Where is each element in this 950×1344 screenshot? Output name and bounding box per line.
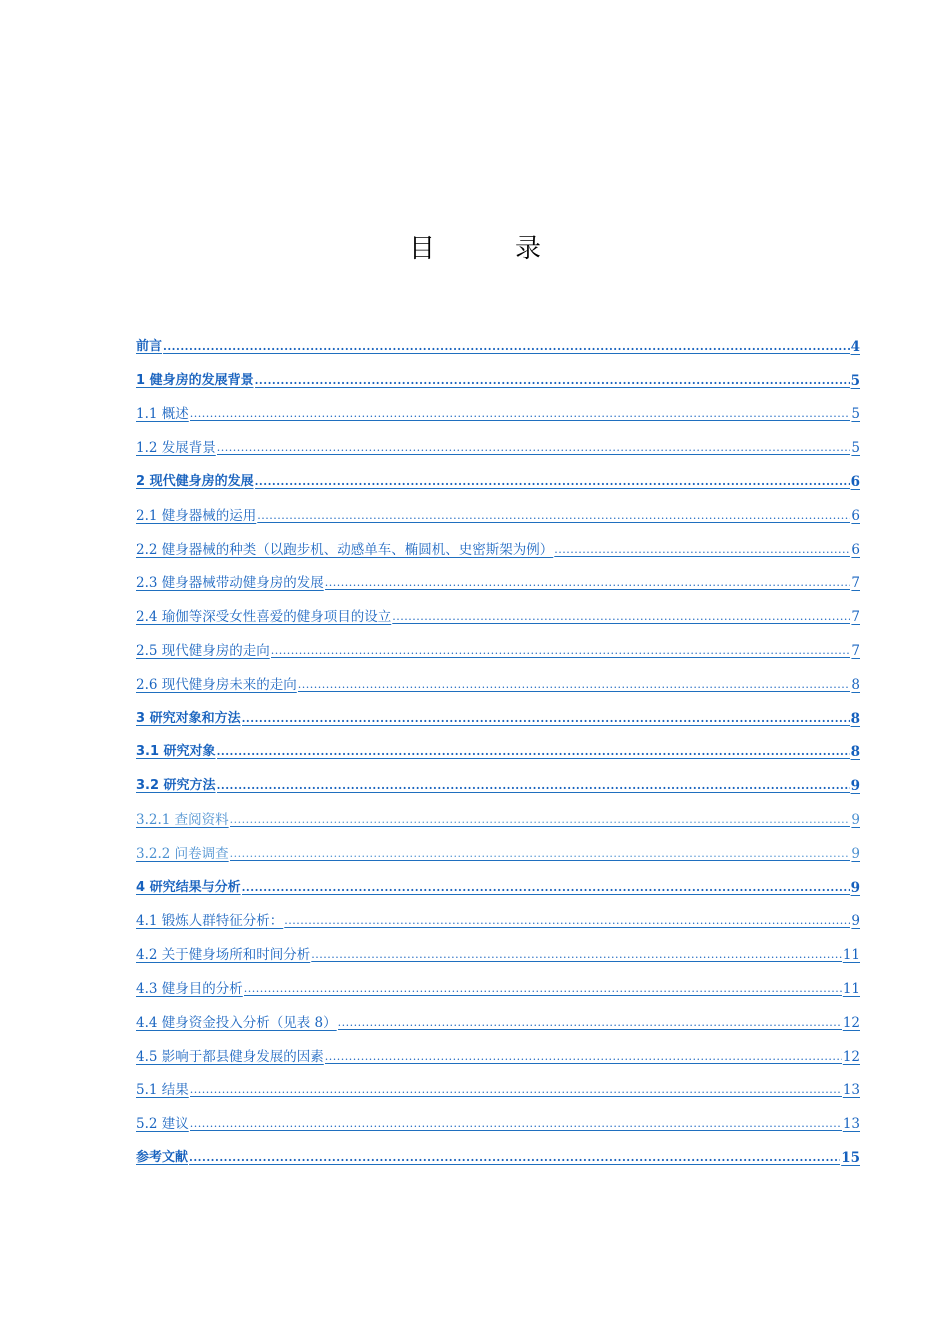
toc-entry-page-number: 7 [851,609,860,626]
toc-entry-page-number: 9 [851,913,860,930]
toc-entry-page-number: 15 [841,1149,860,1166]
title-char-2: 录 [515,234,542,264]
toc-entry-page-number: 9 [850,879,860,896]
toc-entry-page-number: 5 [851,440,860,457]
toc-leader-dots [242,880,850,896]
toc-entry[interactable] [136,1066,860,1100]
toc-entry-page-number: 6 [851,507,860,524]
toc-leader-dots [392,609,850,625]
toc-entry[interactable] [136,1133,860,1167]
toc-entry-label: 4.2 关于健身场所和时间分析 [136,947,311,964]
toc-entry-label: 3.2 研究方法 [136,778,216,794]
toc-entry[interactable] [136,457,860,491]
title-char-1: 目 [408,234,435,264]
toc-entry[interactable] [136,491,860,525]
toc-entry[interactable] [136,728,860,762]
toc-entry-label: 2.5 现代健身房的走向 [136,642,270,659]
toc-entry-page-number: 7 [851,642,860,659]
toc-entry-page-number: 9 [850,778,860,795]
toc-entry-label: 1.2 发展背景 [136,440,216,457]
table-of-contents [136,322,860,1167]
toc-entry[interactable] [136,322,860,356]
toc-entry-label: 4.4 健身资金投入分析（见表 8） [136,1014,337,1031]
toc-leader-dots [217,744,850,760]
toc-leader-dots [230,846,851,862]
toc-entry-page-number: 7 [851,575,860,592]
toc-entry-label: 4.5 影响于都县健身发展的因素 [136,1048,324,1065]
toc-entry-label: 1 健身房的发展背景 [136,372,254,388]
toc-entry[interactable] [136,356,860,390]
toc-leader-dots [311,947,842,963]
toc-entry-page-number: 13 [842,1082,860,1099]
toc-entry[interactable] [136,1032,860,1066]
toc-entry-page-number: 6 [851,541,860,558]
toc-entry[interactable] [136,390,860,424]
toc-entry[interactable] [136,863,860,897]
toc-entry[interactable] [136,592,860,626]
toc-leader-dots [298,677,851,693]
toc-leader-dots [189,1150,840,1166]
toc-entry-label: 5.1 结果 [136,1082,189,1099]
toc-entry-page-number: 9 [851,811,860,828]
toc-entry-page-number: 11 [842,947,860,964]
toc-entry-label: 2.3 健身器械带动健身房的发展 [136,575,324,592]
toc-entry-label: 2.2 健身器械的种类（以跑步机、动感单车、椭圆机、史密斯架为例） [136,541,554,558]
toc-entry-label: 2 现代健身房的发展 [136,473,254,489]
page-title [0,228,950,265]
toc-leader-dots [190,1116,842,1132]
toc-entry-label: 1.1 概述 [136,406,189,423]
toc-entry-page-number: 8 [850,744,860,761]
toc-leader-dots [230,812,851,828]
toc-entry[interactable] [136,423,860,457]
toc-leader-dots [554,542,850,558]
toc-entry-page-number: 13 [842,1116,860,1133]
toc-entry[interactable] [136,1099,860,1133]
toc-entry[interactable] [136,829,860,863]
toc-entry-label: 5.2 建议 [136,1116,189,1133]
toc-entry[interactable] [136,897,860,931]
toc-leader-dots [338,1015,842,1031]
toc-leader-dots [242,711,850,727]
toc-entry-page-number: 8 [850,710,860,727]
toc-entry-label: 4.1 锻炼人群特征分析： [136,913,284,930]
toc-entry[interactable] [136,626,860,660]
toc-entry-label: 3.2.2 问卷调查 [136,845,229,862]
toc-leader-dots [190,406,851,422]
toc-leader-dots [271,643,851,659]
toc-leader-dots [255,373,850,389]
toc-entry-page-number: 6 [850,473,860,490]
toc-entry[interactable] [136,660,860,694]
toc-entry-page-number: 5 [851,406,860,423]
toc-leader-dots [190,1082,842,1098]
toc-entry-label: 参考文献 [136,1149,189,1165]
toc-entry-page-number: 12 [842,1048,860,1065]
toc-leader-dots [217,778,850,794]
toc-entry[interactable] [136,930,860,964]
toc-leader-dots [217,440,851,456]
toc-entry-label: 前言 [136,338,163,354]
toc-entry-label: 3.2.1 查阅资料 [136,811,229,828]
toc-leader-dots [163,339,850,355]
toc-leader-dots [244,981,842,997]
toc-leader-dots [257,508,850,524]
toc-entry-page-number: 4 [850,338,860,355]
toc-entry-page-number: 9 [851,845,860,862]
toc-entry[interactable] [136,795,860,829]
toc-entry[interactable] [136,998,860,1032]
toc-entry[interactable] [136,761,860,795]
toc-entry-label: 2.6 现代健身房未来的走向 [136,676,297,693]
toc-entry[interactable] [136,559,860,593]
toc-entry[interactable] [136,964,860,998]
toc-entry-page-number: 12 [842,1014,860,1031]
toc-entry[interactable] [136,525,860,559]
toc-entry[interactable] [136,694,860,728]
toc-entry-page-number: 11 [842,980,860,997]
toc-entry-label: 2.4 瑜伽等深受女性喜爱的健身项目的设立 [136,609,392,626]
toc-entry-label: 4.3 健身目的分析 [136,980,243,997]
toc-entry-label: 3 研究对象和方法 [136,710,241,726]
toc-leader-dots [284,913,850,929]
toc-entry-label: 3.1 研究对象 [136,744,216,760]
toc-leader-dots [255,474,850,490]
toc-entry-label: 2.1 健身器械的运用 [136,507,257,524]
toc-entry-page-number: 8 [851,676,860,693]
toc-entry-page-number: 5 [850,372,860,389]
toc-leader-dots [325,1049,842,1065]
toc-entry-label: 4 研究结果与分析 [136,879,241,895]
toc-leader-dots [325,575,851,591]
